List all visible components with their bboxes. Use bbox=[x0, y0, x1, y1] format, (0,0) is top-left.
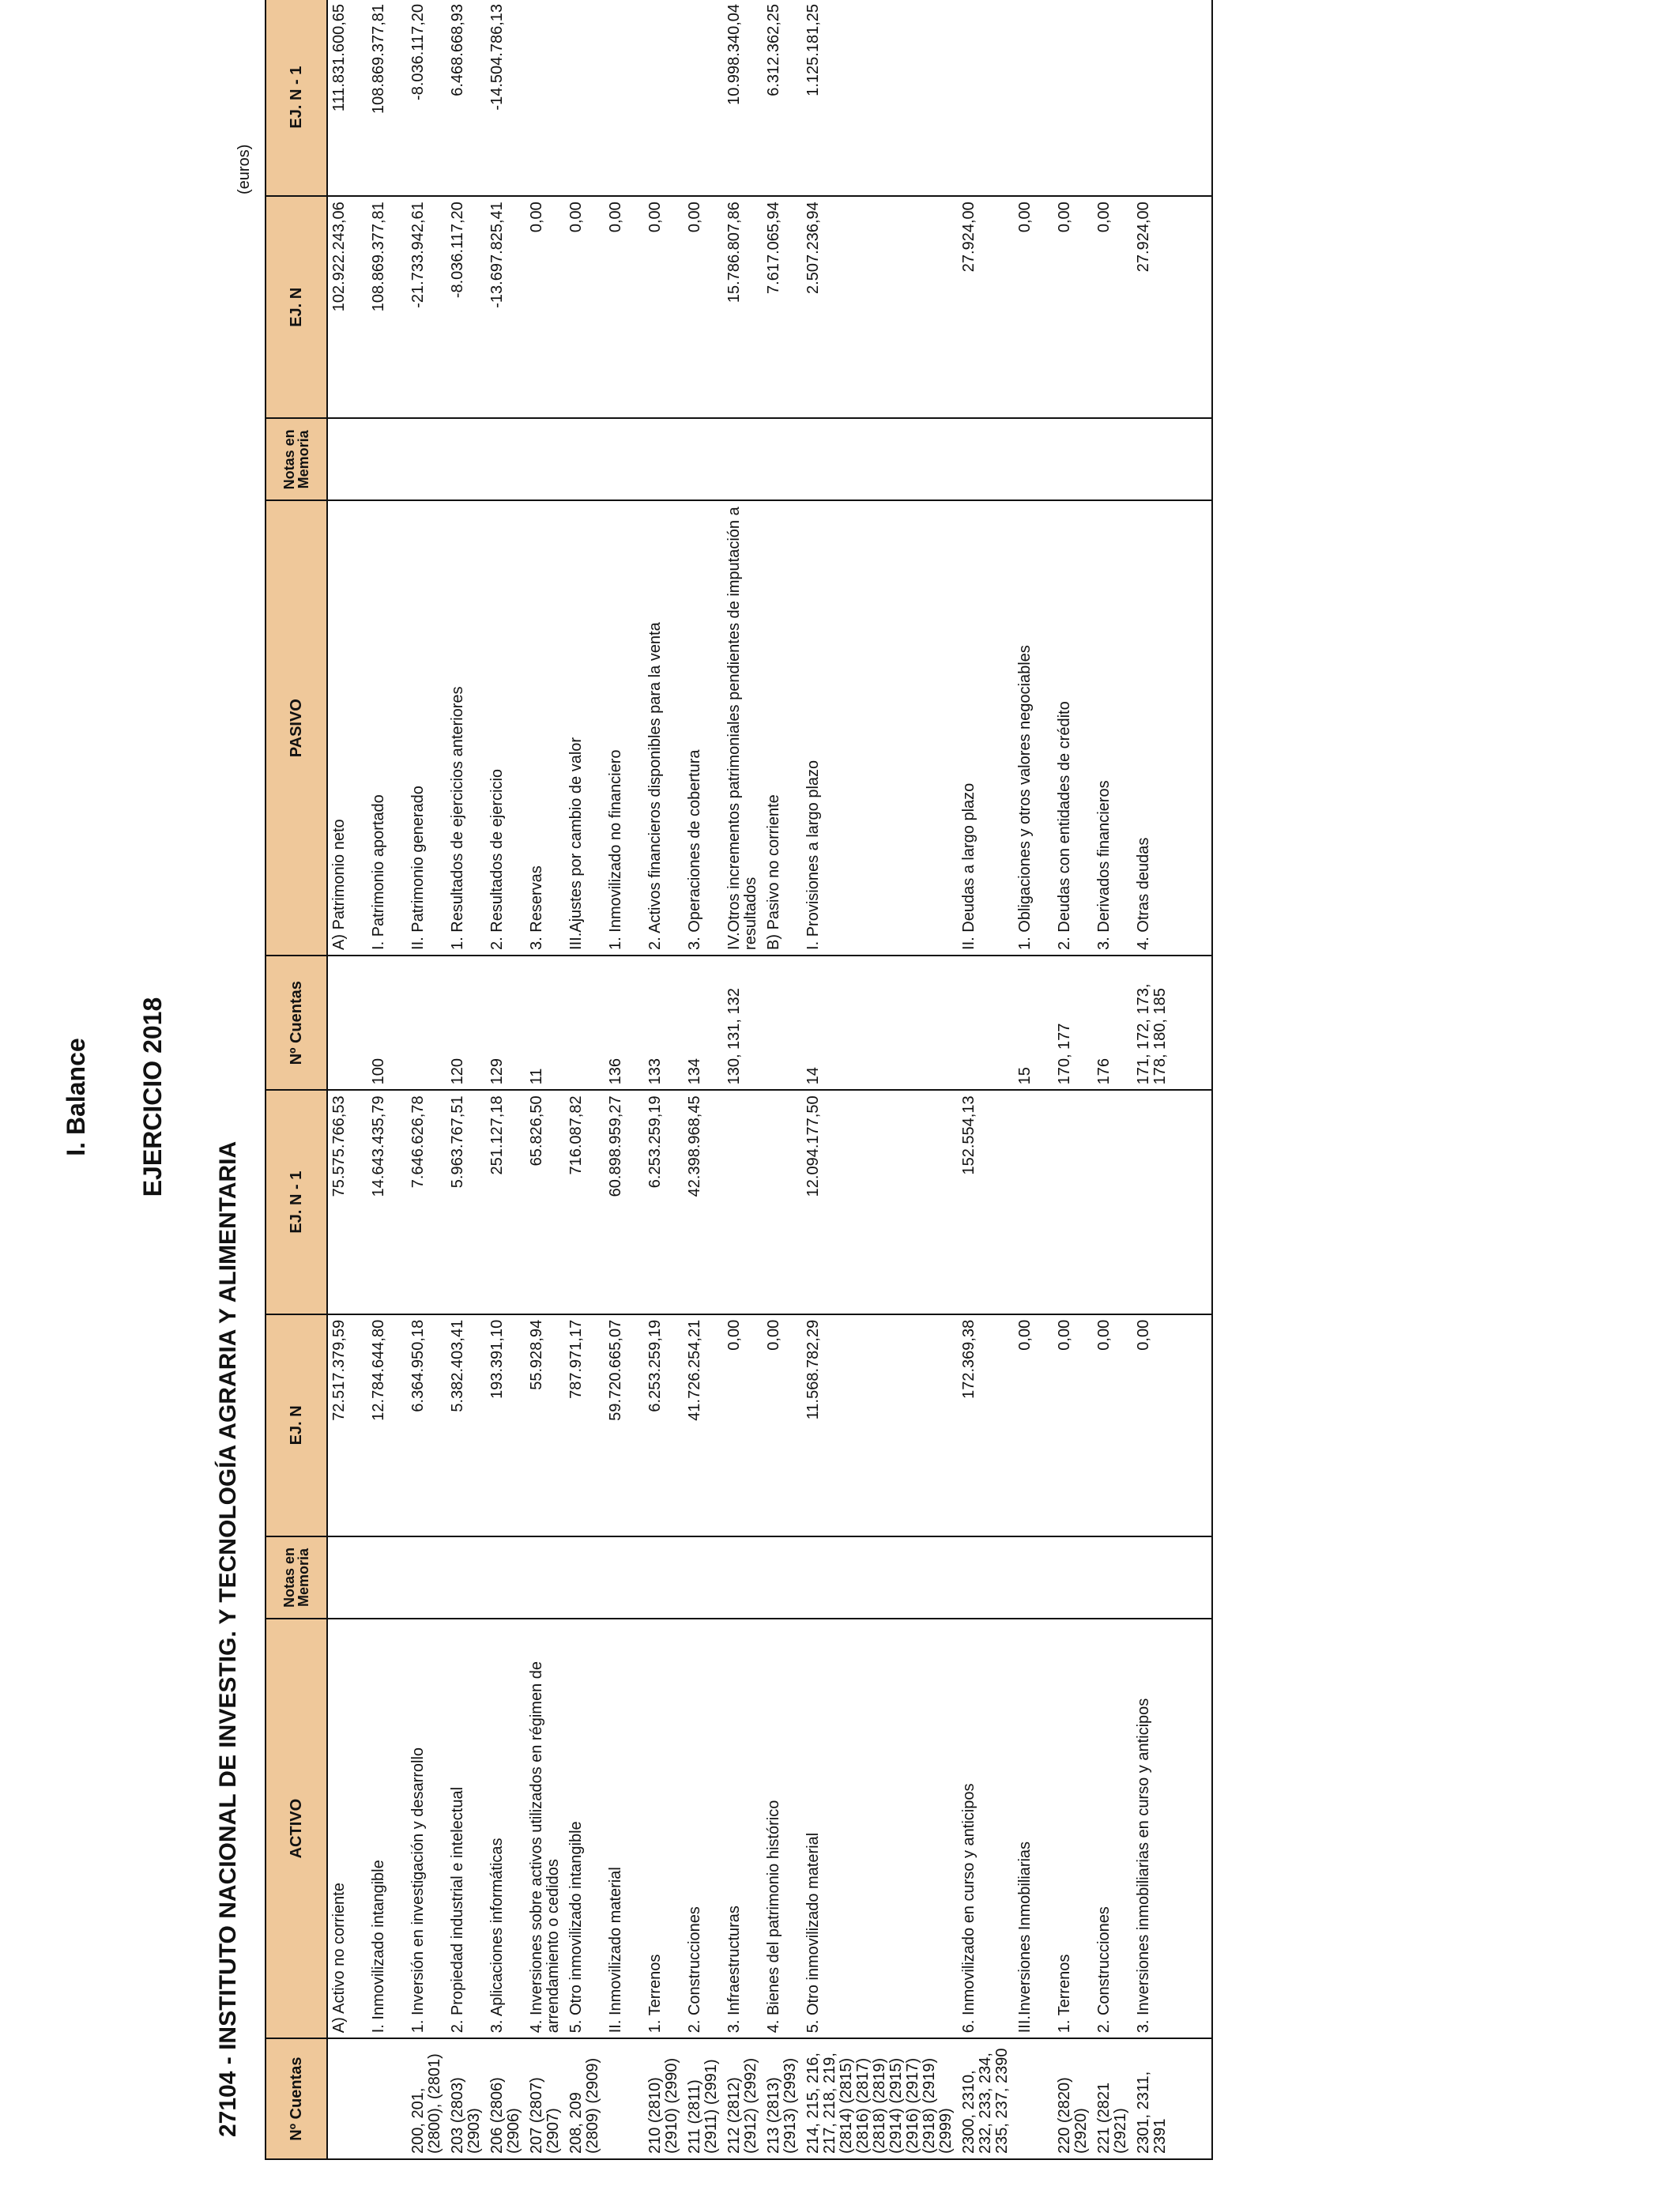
activo-cuentas-cell: 213 (2813) (2913) (2993) bbox=[763, 2038, 802, 2159]
pasivo-ej-n1-cell: 111.831.600,65 bbox=[327, 0, 367, 196]
padding-cell bbox=[1172, 2038, 1212, 2159]
pasivo-ej-n1-cell bbox=[1053, 0, 1093, 196]
header-row bbox=[266, 0, 327, 2159]
currency-label: (euros) bbox=[235, 144, 253, 194]
activo-cuentas-cell: 208, 209 (2809) (2909) bbox=[565, 2038, 605, 2159]
activo-nota-cell bbox=[644, 1536, 684, 1619]
balance-table bbox=[265, 0, 1213, 2160]
pasivo-ej-n-cell: 0,00 bbox=[1093, 196, 1132, 418]
activo-ej-n-cell: 55.928,94 bbox=[525, 1314, 565, 1536]
pasivo-ej-n-cell: 0,00 bbox=[605, 196, 644, 418]
activo-ej-n1-cell bbox=[1093, 1090, 1132, 1314]
ejercicio-title: EJERCICIO 2018 bbox=[138, 997, 167, 1197]
pasivo-ej-n-cell: 102.922.243,06 bbox=[327, 196, 367, 418]
pasivo-nota-cell bbox=[1132, 418, 1172, 500]
pasivo-ej-n-cell: 0,00 bbox=[1053, 196, 1093, 418]
pasivo-ej-n1-cell bbox=[684, 0, 723, 196]
pasivo-ej-n1-cell: 108.869.377,81 bbox=[367, 0, 407, 196]
pasivo-label-cell: 1. Inmovilizado no financiero bbox=[605, 500, 644, 956]
pasivo-cuentas-cell bbox=[958, 956, 1014, 1090]
pasivo-cuentas-cell: 130, 131, 132 bbox=[723, 956, 763, 1090]
col-pasivo-ej-n1: EJ. N - 1 bbox=[266, 0, 327, 196]
section-title: I. Balance bbox=[62, 1038, 90, 1156]
activo-nota-cell bbox=[684, 1536, 723, 1619]
pasivo-ej-n1-cell: -14.504.786,13 bbox=[486, 0, 525, 196]
activo-nota-cell bbox=[367, 1536, 407, 1619]
activo-nota-cell bbox=[486, 1536, 525, 1619]
pasivo-ej-n1-cell: 6.312.362,25 bbox=[763, 0, 802, 196]
activo-ej-n1-cell: 152.554,13 bbox=[958, 1090, 1014, 1314]
table-row bbox=[958, 0, 1014, 2159]
activo-label-cell: 1. Terrenos bbox=[644, 1619, 684, 2038]
activo-nota-cell bbox=[1014, 1536, 1053, 1619]
pasivo-label-cell: B) Pasivo no corriente bbox=[763, 500, 802, 956]
activo-ej-n-cell: 12.784.644,80 bbox=[367, 1314, 407, 1536]
table-row bbox=[367, 0, 407, 2159]
pasivo-ej-n-cell: 27.924,00 bbox=[1132, 196, 1172, 418]
padding-cell bbox=[1172, 956, 1212, 1090]
activo-ej-n-cell: 11.568.782,29 bbox=[802, 1314, 958, 1536]
activo-cuentas-cell: 2300, 2310, 232, 233, 234, 235, 237, 2390 bbox=[958, 2038, 1014, 2159]
table-row bbox=[723, 0, 763, 2159]
activo-cuentas-cell: 212 (2812) (2912) (2992) bbox=[723, 2038, 763, 2159]
pasivo-ej-n-cell: 27.924,00 bbox=[958, 196, 1014, 418]
activo-nota-cell bbox=[958, 1536, 1014, 1619]
activo-cuentas-cell bbox=[605, 2038, 644, 2159]
col-activo-ej-n: EJ. N bbox=[266, 1314, 327, 1536]
activo-ej-n1-cell: 5.963.767,51 bbox=[446, 1090, 486, 1314]
activo-cuentas-cell bbox=[1014, 2038, 1053, 2159]
padding-cell bbox=[1172, 500, 1212, 956]
pasivo-nota-cell bbox=[525, 418, 565, 500]
activo-nota-cell bbox=[565, 1536, 605, 1619]
activo-ej-n1-cell: 251.127,18 bbox=[486, 1090, 525, 1314]
activo-ej-n-cell: 6.364.950,18 bbox=[407, 1314, 446, 1536]
pasivo-nota-cell bbox=[407, 418, 446, 500]
col-activo-cuentas: Nº Cuentas bbox=[266, 2038, 327, 2159]
activo-nota-cell bbox=[802, 1536, 958, 1619]
pasivo-nota-cell bbox=[1014, 418, 1053, 500]
pasivo-label-cell: III.Ajustes por cambio de valor bbox=[565, 500, 605, 956]
pasivo-label-cell: 4. Otras deudas bbox=[1132, 500, 1172, 956]
pasivo-ej-n1-cell: 1.125.181,25 bbox=[802, 0, 958, 196]
activo-label-cell: II. Inmovilizado material bbox=[605, 1619, 644, 2038]
pasivo-ej-n1-cell bbox=[565, 0, 605, 196]
activo-ej-n-cell: 0,00 bbox=[723, 1314, 763, 1536]
pasivo-ej-n-cell: 15.786.807,86 bbox=[723, 196, 763, 418]
activo-nota-cell bbox=[1093, 1536, 1132, 1619]
pasivo-ej-n1-cell bbox=[1014, 0, 1053, 196]
padding-cell bbox=[1172, 1619, 1212, 2038]
activo-label-cell: 3. Aplicaciones informáticas bbox=[486, 1619, 525, 2038]
activo-ej-n1-cell: 12.094.177,50 bbox=[802, 1090, 958, 1314]
activo-ej-n-cell: 0,00 bbox=[1132, 1314, 1172, 1536]
activo-ej-n-cell: 193.391,10 bbox=[486, 1314, 525, 1536]
activo-ej-n-cell: 0,00 bbox=[763, 1314, 802, 1536]
activo-nota-cell bbox=[407, 1536, 446, 1619]
pasivo-label-cell: A) Patrimonio neto bbox=[327, 500, 367, 956]
activo-ej-n-cell: 0,00 bbox=[1053, 1314, 1093, 1536]
pasivo-nota-cell bbox=[565, 418, 605, 500]
activo-nota-cell bbox=[763, 1536, 802, 1619]
pasivo-label-cell: 2. Activos financieros disponibles para la venta bbox=[644, 500, 684, 956]
pasivo-nota-cell bbox=[763, 418, 802, 500]
activo-nota-cell bbox=[525, 1536, 565, 1619]
activo-label-cell: 1. Inversión en investigación y desarrollo bbox=[407, 1619, 446, 2038]
pasivo-nota-cell bbox=[1053, 418, 1093, 500]
pasivo-ej-n-cell: 2.507.236,94 bbox=[802, 196, 958, 418]
activo-cuentas-cell: 207 (2807) (2907) bbox=[525, 2038, 565, 2159]
pasivo-ej-n1-cell bbox=[1093, 0, 1132, 196]
activo-ej-n1-cell: 42.398.968,45 bbox=[684, 1090, 723, 1314]
pasivo-label-cell: I. Provisiones a largo plazo bbox=[802, 500, 958, 956]
activo-cuentas-cell: 220 (2820) (2920) bbox=[1053, 2038, 1093, 2159]
pasivo-label-cell: 1. Obligaciones y otros valores negociables bbox=[1014, 500, 1053, 956]
pasivo-nota-cell bbox=[446, 418, 486, 500]
activo-cuentas-cell: 203 (2803) (2903) bbox=[446, 2038, 486, 2159]
activo-ej-n1-cell: 14.643.435,79 bbox=[367, 1090, 407, 1314]
pasivo-ej-n1-cell: 10.998.340,04 bbox=[723, 0, 763, 196]
activo-ej-n1-cell bbox=[763, 1090, 802, 1314]
pasivo-ej-n-cell: 0,00 bbox=[644, 196, 684, 418]
table-row bbox=[1053, 0, 1093, 2159]
col-pasivo-notas: Notas en Memoria bbox=[266, 418, 327, 500]
activo-label-cell: 4. Inversiones sobre activos utilizados en régimen de arrendamiento o cedidos bbox=[525, 1619, 565, 2038]
pasivo-ej-n-cell: 108.869.377,81 bbox=[367, 196, 407, 418]
table-row bbox=[644, 0, 684, 2159]
padding-cell bbox=[1172, 418, 1212, 500]
activo-label-cell: I. Inmovilizado intangible bbox=[367, 1619, 407, 2038]
activo-ej-n1-cell: 60.898.959,27 bbox=[605, 1090, 644, 1314]
pasivo-label-cell: 3. Derivados financieros bbox=[1093, 500, 1132, 956]
pasivo-cuentas-cell: 14 bbox=[802, 956, 958, 1090]
activo-ej-n1-cell: 75.575.766,53 bbox=[327, 1090, 367, 1314]
activo-label-cell: III.Inversiones Inmobiliarias bbox=[1014, 1619, 1053, 2038]
pasivo-label-cell: 3. Operaciones de cobertura bbox=[684, 500, 723, 956]
pasivo-ej-n-cell: 0,00 bbox=[525, 196, 565, 418]
activo-ej-n1-cell bbox=[1053, 1090, 1093, 1314]
activo-label-cell: 2. Construcciones bbox=[684, 1619, 723, 2038]
pasivo-label-cell: 3. Reservas bbox=[525, 500, 565, 956]
col-pasivo: PASIVO bbox=[266, 500, 327, 956]
activo-ej-n1-cell bbox=[723, 1090, 763, 1314]
activo-ej-n1-cell bbox=[1132, 1090, 1172, 1314]
activo-label-cell: 4. Bienes del patrimonio histórico bbox=[763, 1619, 802, 2038]
activo-cuentas-cell: 221 (2821 (2921) bbox=[1093, 2038, 1132, 2159]
pasivo-cuentas-cell: 171, 172, 173, 178, 180, 185 bbox=[1132, 956, 1172, 1090]
pasivo-label-cell: I. Patrimonio aportado bbox=[367, 500, 407, 956]
table-row bbox=[327, 0, 367, 2159]
pasivo-cuentas-cell: 133 bbox=[644, 956, 684, 1090]
activo-ej-n-cell: 41.726.254,21 bbox=[684, 1314, 723, 1536]
activo-nota-cell bbox=[327, 1536, 367, 1619]
pasivo-nota-cell bbox=[684, 418, 723, 500]
pasivo-ej-n1-cell bbox=[958, 0, 1014, 196]
padding-cell bbox=[1172, 196, 1212, 418]
pasivo-ej-n1-cell bbox=[644, 0, 684, 196]
activo-cuentas-cell: 200, 201, (2800), (2801) bbox=[407, 2038, 446, 2159]
pasivo-ej-n-cell: 0,00 bbox=[1014, 196, 1053, 418]
pasivo-nota-cell bbox=[1093, 418, 1132, 500]
pasivo-cuentas-cell: 129 bbox=[486, 956, 525, 1090]
pasivo-cuentas-cell bbox=[565, 956, 605, 1090]
table-padding-row bbox=[1172, 0, 1212, 2159]
pasivo-ej-n-cell: 0,00 bbox=[565, 196, 605, 418]
pasivo-cuentas-cell bbox=[327, 956, 367, 1090]
pasivo-ej-n-cell: 0,00 bbox=[684, 196, 723, 418]
activo-nota-cell bbox=[1053, 1536, 1093, 1619]
pasivo-ej-n1-cell bbox=[525, 0, 565, 196]
activo-ej-n1-cell bbox=[1014, 1090, 1053, 1314]
pasivo-ej-n1-cell: 6.468.668,93 bbox=[446, 0, 486, 196]
activo-nota-cell bbox=[446, 1536, 486, 1619]
pasivo-nota-cell bbox=[723, 418, 763, 500]
activo-label-cell: 2. Propiedad industrial e intelectual bbox=[446, 1619, 486, 2038]
pasivo-label-cell: IV.Otros incrementos patrimoniales pendientes de imputación a resultados bbox=[723, 500, 763, 956]
table-row bbox=[525, 0, 565, 2159]
padding-cell bbox=[1172, 1090, 1212, 1314]
pasivo-ej-n-cell: -21.733.942,61 bbox=[407, 196, 446, 418]
pasivo-cuentas-cell: 176 bbox=[1093, 956, 1132, 1090]
activo-ej-n1-cell: 716.087,82 bbox=[565, 1090, 605, 1314]
pasivo-cuentas-cell bbox=[763, 956, 802, 1090]
activo-ej-n-cell: 5.382.403,41 bbox=[446, 1314, 486, 1536]
pasivo-ej-n-cell: -8.036.117,20 bbox=[446, 196, 486, 418]
activo-ej-n1-cell: 6.253.259,19 bbox=[644, 1090, 684, 1314]
pasivo-nota-cell bbox=[605, 418, 644, 500]
col-pasivo-cuentas: Nº Cuentas bbox=[266, 956, 327, 1090]
activo-ej-n-cell: 6.253.259,19 bbox=[644, 1314, 684, 1536]
balance-body bbox=[327, 0, 1212, 2159]
entity-title: 27104 - INSTITUTO NACIONAL DE INVESTIG. Y TECNOLOGÍA AGRARIA Y ALIMENTARIA bbox=[215, 1140, 241, 2137]
activo-cuentas-cell: 206 (2806) (2906) bbox=[486, 2038, 525, 2159]
activo-ej-n-cell: 787.971,17 bbox=[565, 1314, 605, 1536]
padding-cell bbox=[1172, 1536, 1212, 1619]
pasivo-cuentas-cell: 134 bbox=[684, 956, 723, 1090]
activo-label-cell: 3. Infraestructuras bbox=[723, 1619, 763, 2038]
pasivo-label-cell: 2. Deudas con entidades de crédito bbox=[1053, 500, 1093, 956]
activo-cuentas-cell: 210 (2810) (2910) (2990) bbox=[644, 2038, 684, 2159]
table-row bbox=[407, 0, 446, 2159]
table-row bbox=[802, 0, 958, 2159]
activo-label-cell: 2. Construcciones bbox=[1093, 1619, 1132, 2038]
activo-ej-n-cell: 59.720.665,07 bbox=[605, 1314, 644, 1536]
col-activo: ACTIVO bbox=[266, 1619, 327, 2038]
activo-ej-n1-cell: 65.826,50 bbox=[525, 1090, 565, 1314]
activo-ej-n-cell: 0,00 bbox=[1014, 1314, 1053, 1536]
table-row bbox=[605, 0, 644, 2159]
activo-label-cell: A) Activo no corriente bbox=[327, 1619, 367, 2038]
activo-cuentas-cell: 214, 215, 216, 217, 218, 219, (2814) (2815) (2816) (2817) (2818) (2819) (2914) (2915) (2916) (2917) (2918) (2919) (2999) bbox=[802, 2038, 958, 2159]
activo-cuentas-cell: 211 (2811) (2911) (2991) bbox=[684, 2038, 723, 2159]
activo-nota-cell bbox=[605, 1536, 644, 1619]
activo-cuentas-cell bbox=[327, 2038, 367, 2159]
table-row bbox=[565, 0, 605, 2159]
pasivo-cuentas-cell: 15 bbox=[1014, 956, 1053, 1090]
table-row bbox=[1014, 0, 1053, 2159]
activo-nota-cell bbox=[1132, 1536, 1172, 1619]
activo-label-cell: 5. Otro inmovilizado material bbox=[802, 1619, 958, 2038]
pasivo-cuentas-cell bbox=[407, 956, 446, 1090]
table-row bbox=[1093, 0, 1132, 2159]
pasivo-cuentas-cell: 120 bbox=[446, 956, 486, 1090]
activo-ej-n-cell: 72.517.379,59 bbox=[327, 1314, 367, 1536]
col-pasivo-ej-n: EJ. N bbox=[266, 196, 327, 418]
padding-cell bbox=[1172, 1314, 1212, 1536]
table-row bbox=[763, 0, 802, 2159]
pasivo-ej-n-cell: -13.697.825,41 bbox=[486, 196, 525, 418]
pasivo-nota-cell bbox=[644, 418, 684, 500]
pasivo-label-cell: 1. Resultados de ejercicios anteriores bbox=[446, 500, 486, 956]
padding-cell bbox=[1172, 0, 1212, 196]
pasivo-nota-cell bbox=[958, 418, 1014, 500]
pasivo-cuentas-cell: 170, 177 bbox=[1053, 956, 1093, 1090]
activo-cuentas-cell bbox=[367, 2038, 407, 2159]
activo-label-cell: 3. Inversiones inmobiliarias en curso y anticipos bbox=[1132, 1619, 1172, 2038]
pasivo-label-cell: II. Deudas a largo plazo bbox=[958, 500, 1014, 956]
activo-ej-n-cell: 172.369,38 bbox=[958, 1314, 1014, 1536]
activo-cuentas-cell: 2301, 2311, 2391 bbox=[1132, 2038, 1172, 2159]
pasivo-nota-cell bbox=[367, 418, 407, 500]
activo-label-cell: 1. Terrenos bbox=[1053, 1619, 1093, 2038]
table-row bbox=[486, 0, 525, 2159]
pasivo-nota-cell bbox=[327, 418, 367, 500]
pasivo-ej-n1-cell bbox=[605, 0, 644, 196]
activo-ej-n1-cell: 7.646.626,78 bbox=[407, 1090, 446, 1314]
table-row bbox=[684, 0, 723, 2159]
pasivo-label-cell: II. Patrimonio generado bbox=[407, 500, 446, 956]
pasivo-cuentas-cell: 100 bbox=[367, 956, 407, 1090]
activo-ej-n-cell: 0,00 bbox=[1093, 1314, 1132, 1536]
col-activo-ej-n1: EJ. N - 1 bbox=[266, 1090, 327, 1314]
pasivo-cuentas-cell: 136 bbox=[605, 956, 644, 1090]
pasivo-label-cell: 2. Resultados de ejercicio bbox=[486, 500, 525, 956]
pasivo-ej-n1-cell: -8.036.117,20 bbox=[407, 0, 446, 196]
col-activo-notas: Notas en Memoria bbox=[266, 1536, 327, 1619]
pasivo-ej-n-cell: 7.617.065,94 bbox=[763, 196, 802, 418]
pasivo-nota-cell bbox=[802, 418, 958, 500]
activo-label-cell: 6. Inmovilizado en curso y anticipos bbox=[958, 1619, 1014, 2038]
table-row bbox=[1132, 0, 1172, 2159]
activo-label-cell: 5. Otro inmovilizado intangible bbox=[565, 1619, 605, 2038]
table-row bbox=[446, 0, 486, 2159]
pasivo-cuentas-cell: 11 bbox=[525, 956, 565, 1090]
activo-nota-cell bbox=[723, 1536, 763, 1619]
pasivo-ej-n1-cell bbox=[1132, 0, 1172, 196]
pasivo-nota-cell bbox=[486, 418, 525, 500]
